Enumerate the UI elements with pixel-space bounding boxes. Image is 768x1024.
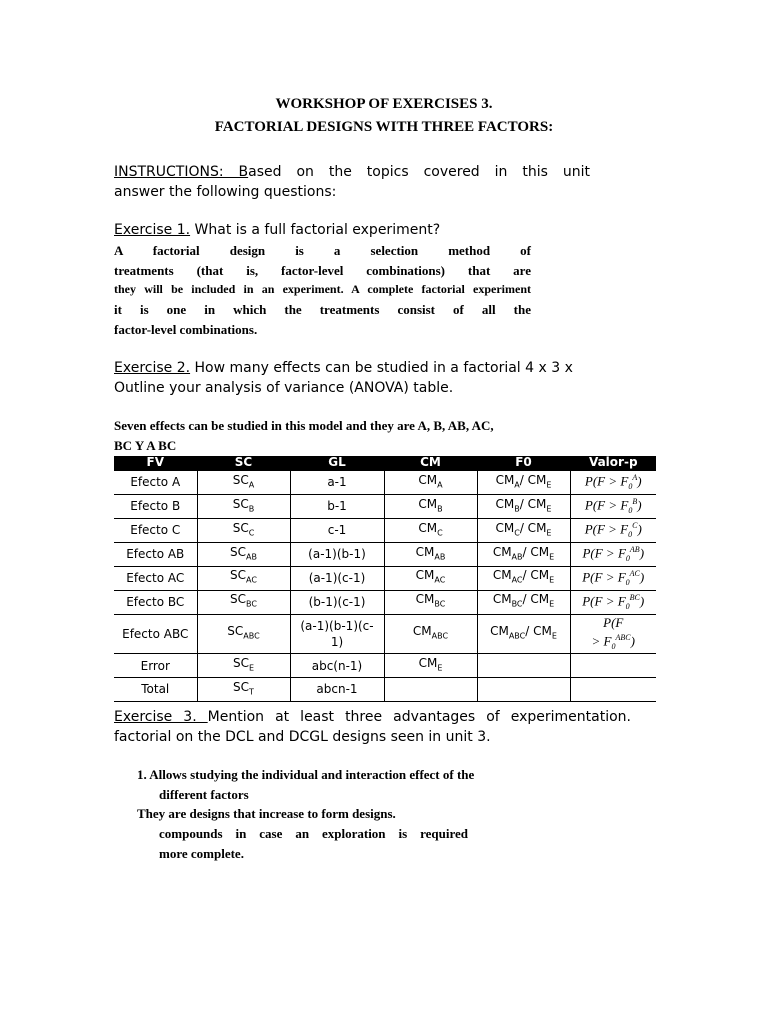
cell-f0 bbox=[477, 542, 570, 566]
cell-f0-den: / CM bbox=[522, 568, 550, 583]
cell-fv: Efecto BC bbox=[114, 590, 197, 614]
cell-f0-num-sub: C bbox=[514, 528, 520, 537]
cell-p-sub: 0 bbox=[628, 505, 633, 515]
cell-sc bbox=[197, 654, 290, 678]
cell-p-close: ) bbox=[639, 592, 645, 608]
cell-p-sup: BC bbox=[629, 592, 640, 602]
cell-gl: a-1 bbox=[290, 471, 384, 494]
table-row bbox=[114, 590, 656, 614]
cell-f0 bbox=[477, 614, 570, 654]
header-cm: CM bbox=[384, 456, 477, 471]
cell-sc bbox=[197, 678, 290, 702]
cell-f0-num-sub: A bbox=[514, 480, 520, 490]
cell-p-line1: P(F bbox=[603, 614, 624, 630]
cell-sc-text: SC bbox=[232, 520, 249, 535]
exercise2-question-line2: Outline your analysis of variance (ANOVA) table. bbox=[114, 380, 454, 396]
cell-p-text: P(F > F bbox=[582, 592, 626, 608]
cell-f0-den-sub: E bbox=[551, 631, 557, 641]
cell-p-line2: > F bbox=[591, 632, 612, 648]
cell-f0-num: CM bbox=[490, 624, 509, 639]
cell-p-close: ) bbox=[630, 632, 635, 648]
cell-p-text: P(F > F bbox=[582, 545, 626, 561]
instructions-text1: ased on the topics covered in this unit bbox=[248, 164, 590, 180]
cell-fv: Efecto AB bbox=[114, 542, 197, 566]
cell-p-value bbox=[570, 566, 656, 590]
cell-fv: Efecto B bbox=[114, 494, 197, 518]
table-row bbox=[114, 471, 656, 494]
cell-cm bbox=[384, 518, 477, 542]
cell-cm bbox=[384, 654, 477, 678]
cell-sc bbox=[197, 471, 290, 494]
cell-cm bbox=[384, 542, 477, 566]
exercise2-question bbox=[114, 358, 573, 398]
cell-f0-num: CM bbox=[495, 520, 515, 535]
cell-p-sup: ABC bbox=[615, 632, 631, 642]
cell-p-value bbox=[570, 654, 656, 678]
cell-sc-text: SC bbox=[232, 496, 249, 511]
cell-f0-den-sub: E bbox=[546, 504, 552, 514]
cell-gl: c-1 bbox=[290, 518, 384, 542]
cell-cm-sub: AC bbox=[434, 575, 446, 585]
cell-p-close: ) bbox=[639, 545, 645, 561]
cell-fv: Error bbox=[114, 654, 197, 678]
exercise3-question-text1: Mention at least three advantages of experimentation. bbox=[207, 709, 632, 725]
cell-sc bbox=[197, 614, 290, 654]
cell-p-sup: C bbox=[632, 520, 638, 530]
instructions-line1 bbox=[114, 162, 590, 182]
cell-f0-num: CM bbox=[492, 568, 512, 583]
exercise2-label: Exercise 2. bbox=[114, 360, 191, 376]
cell-f0-den: / CM bbox=[522, 592, 550, 607]
cell-cm-sub: A bbox=[437, 480, 443, 490]
cell-p-value bbox=[570, 542, 656, 566]
cell-cm-text: CM bbox=[418, 472, 438, 487]
cell-sc bbox=[197, 518, 290, 542]
cell-sc bbox=[197, 542, 290, 566]
exercise2-question-line1 bbox=[114, 358, 573, 378]
cell-f0-den-sub: E bbox=[546, 480, 552, 490]
cell-f0 bbox=[477, 678, 570, 702]
cell-f0-den-sub: E bbox=[546, 528, 552, 537]
cell-sc-text: SC bbox=[227, 624, 244, 639]
cell-f0-num: CM bbox=[495, 496, 515, 511]
cell-sc-sub: ABC bbox=[243, 631, 260, 641]
exercise3-answer-line: more complete. bbox=[159, 845, 244, 861]
cell-cm bbox=[384, 614, 477, 654]
table-row-total bbox=[114, 678, 656, 702]
table-row bbox=[114, 566, 656, 590]
cell-p-close: ) bbox=[639, 569, 645, 585]
document-title-line2: FACTORIAL DESIGNS WITH THREE FACTORS: bbox=[214, 119, 554, 135]
cell-gl-line1: (a-1)(b-1)(c- bbox=[300, 618, 374, 633]
cell-p-text: P(F > F bbox=[584, 497, 629, 513]
cell-cm-sub: ABC bbox=[431, 631, 449, 641]
cell-p-text: P(F > F bbox=[582, 569, 626, 585]
cell-cm-sub: BC bbox=[434, 599, 446, 609]
cell-cm-text: CM bbox=[418, 496, 438, 511]
cell-fv: Efecto A bbox=[114, 471, 197, 494]
exercise1-answer-line: it is one in which the treatments consist of all the bbox=[114, 302, 531, 318]
table-row bbox=[114, 542, 656, 566]
cell-p-close: ) bbox=[637, 497, 642, 513]
cell-p-text: P(F > F bbox=[584, 473, 629, 489]
table-header-row bbox=[114, 456, 656, 471]
cell-f0 bbox=[477, 518, 570, 542]
header-fv: FV bbox=[114, 456, 197, 471]
cell-cm-text: CM bbox=[412, 624, 432, 639]
cell-p-sub: 0 bbox=[628, 481, 633, 491]
cell-sc-sub: BC bbox=[246, 599, 257, 609]
cell-sc bbox=[197, 494, 290, 518]
cell-cm bbox=[384, 471, 477, 494]
cell-fv: Efecto ABC bbox=[114, 614, 197, 654]
cell-fv: Efecto AC bbox=[114, 566, 197, 590]
cell-f0-den: / CM bbox=[519, 496, 547, 511]
exercise1-answer-line: factor-level combinations. bbox=[114, 321, 258, 337]
cell-f0-den-sub: E bbox=[549, 551, 555, 561]
cell-f0-den: / CM bbox=[525, 624, 552, 639]
cell-p-sub: 0 bbox=[625, 553, 630, 563]
cell-f0-num-sub: B bbox=[514, 504, 520, 514]
cell-gl: (b-1)(c-1) bbox=[290, 590, 384, 614]
anova-table-container bbox=[114, 455, 656, 697]
exercise3-question-line1 bbox=[114, 707, 631, 727]
cell-p-close: ) bbox=[637, 473, 642, 489]
header-gl: GL bbox=[290, 456, 384, 471]
cell-p-close: ) bbox=[637, 521, 642, 537]
cell-p-sup: AC bbox=[629, 568, 640, 578]
cell-sc-text: SC bbox=[232, 656, 249, 671]
exercise3-answer-line: different factors bbox=[159, 786, 249, 802]
cell-f0 bbox=[477, 566, 570, 590]
cell-gl: abcn-1 bbox=[290, 678, 384, 702]
cell-cm bbox=[384, 494, 477, 518]
exercise2-answer-line1: Seven effects can be studied in this model and they are A, B, AB, AC, bbox=[114, 418, 494, 433]
cell-cm-text: CM bbox=[415, 544, 435, 559]
cell-f0 bbox=[477, 590, 570, 614]
cell-f0-num: CM bbox=[492, 592, 512, 607]
anova-table bbox=[114, 456, 656, 702]
exercise3-question bbox=[114, 707, 631, 747]
cell-p-sub: 0 bbox=[625, 601, 630, 611]
cell-cm-sub: E bbox=[437, 663, 443, 673]
exercise3-label: Exercise 3. bbox=[114, 709, 208, 725]
cell-p-value bbox=[570, 590, 656, 614]
header-sc: SC bbox=[197, 456, 290, 471]
cell-gl-line2: 1) bbox=[330, 634, 344, 649]
cell-sc-sub: E bbox=[248, 663, 255, 673]
cell-p-sup: A bbox=[632, 473, 638, 482]
exercise3-question-line2: factorial on the DCL and DCGL designs seen in unit 3. bbox=[114, 729, 491, 745]
header-p-value: Valor-p bbox=[570, 456, 656, 471]
cell-sc-text: SC bbox=[232, 472, 249, 487]
cell-gl bbox=[290, 614, 384, 654]
cell-sc-text: SC bbox=[230, 568, 247, 583]
cell-cm-text: CM bbox=[418, 656, 438, 671]
table-row bbox=[114, 518, 656, 542]
cell-p-value bbox=[570, 678, 656, 702]
cell-cm-sub: AB bbox=[434, 551, 446, 561]
cell-sc-sub: A bbox=[248, 480, 255, 490]
exercise3-answer bbox=[137, 765, 537, 864]
cell-f0-den: / CM bbox=[519, 472, 547, 487]
exercise2-question-text1: How many effects can be studied in a factorial 4 x 3 x bbox=[190, 360, 573, 376]
cell-cm bbox=[384, 678, 477, 702]
cell-p-sup: B bbox=[632, 496, 638, 506]
cell-cm-sub: C bbox=[437, 528, 443, 537]
cell-p-value bbox=[570, 471, 656, 494]
document-title-line1: WORKSHOP OF EXERCISES 3. bbox=[275, 96, 493, 112]
cell-f0 bbox=[477, 494, 570, 518]
cell-gl: b-1 bbox=[290, 494, 384, 518]
exercise1-question-text: What is a full factorial experiment? bbox=[190, 222, 441, 238]
instructions-label: INSTRUCTIONS: B bbox=[114, 164, 249, 180]
cell-f0-den-sub: E bbox=[549, 575, 555, 585]
cell-f0-num-sub: AB bbox=[511, 551, 523, 561]
cell-cm-sub: B bbox=[437, 504, 443, 514]
cell-cm-text: CM bbox=[415, 568, 435, 583]
exercise3-answer-line: 1. Allows studying the individual and interaction effect of the bbox=[137, 767, 475, 782]
cell-sc-sub: B bbox=[248, 504, 255, 514]
cell-fv: Efecto C bbox=[114, 518, 197, 542]
cell-p-sub: 0 bbox=[625, 577, 630, 587]
cell-p-sub: 0 bbox=[611, 641, 616, 651]
cell-f0-num-sub: AC bbox=[511, 575, 523, 585]
table-row-abc bbox=[114, 614, 656, 654]
cell-p-text: P(F > F bbox=[584, 521, 629, 537]
cell-p-sup: AB bbox=[629, 544, 640, 554]
cell-f0-den-sub: E bbox=[549, 599, 555, 609]
cell-gl: abc(n-1) bbox=[290, 654, 384, 678]
cell-gl: (a-1)(c-1) bbox=[290, 566, 384, 590]
cell-sc-sub: T bbox=[249, 687, 254, 697]
cell-p-value bbox=[570, 518, 656, 542]
cell-f0-den: / CM bbox=[522, 544, 550, 559]
cell-sc-text: SC bbox=[230, 592, 247, 607]
cell-p-value bbox=[570, 614, 656, 654]
instructions bbox=[114, 162, 590, 202]
cell-p-sub: 0 bbox=[628, 529, 633, 539]
cell-f0-num-sub: ABC bbox=[508, 631, 526, 641]
cell-f0 bbox=[477, 471, 570, 494]
cell-f0-den: / CM bbox=[519, 520, 547, 535]
cell-gl: (a-1)(b-1) bbox=[290, 542, 384, 566]
exercise3-answer-line: compounds in case an exploration is required bbox=[159, 826, 468, 842]
exercise3-answer-line: They are designs that increase to form designs. bbox=[137, 806, 396, 822]
table-row-error bbox=[114, 654, 656, 678]
cell-sc-sub: AC bbox=[246, 575, 257, 585]
table-row bbox=[114, 494, 656, 518]
instructions-line2: answer the following questions: bbox=[114, 184, 337, 200]
cell-cm bbox=[384, 590, 477, 614]
exercise1-answer-line: treatments (that is, factor-level combinations) that are bbox=[114, 262, 531, 278]
cell-sc-text: SC bbox=[230, 544, 247, 559]
header-f0: F0 bbox=[477, 456, 570, 471]
cell-f0-num: CM bbox=[495, 472, 515, 487]
cell-sc-sub: AB bbox=[246, 551, 257, 561]
exercise1-answer-line: they will be included in an experiment. A complete factorial experiment bbox=[114, 282, 531, 297]
cell-sc-sub: C bbox=[248, 528, 255, 537]
cell-cm-text: CM bbox=[418, 520, 438, 535]
cell-fv: Total bbox=[114, 678, 197, 702]
cell-p-value bbox=[570, 494, 656, 518]
exercise2-answer bbox=[114, 416, 494, 456]
exercise1-answer bbox=[114, 241, 531, 340]
exercise2-answer-line2: BC Y A BC bbox=[114, 438, 177, 453]
exercise1-question bbox=[114, 221, 440, 239]
cell-cm bbox=[384, 566, 477, 590]
cell-sc-text: SC bbox=[233, 679, 250, 694]
exercise1-answer-line: A factorial design is a selection method of bbox=[114, 243, 531, 258]
cell-f0-num: CM bbox=[492, 544, 512, 559]
cell-f0 bbox=[477, 654, 570, 678]
cell-sc bbox=[197, 590, 290, 614]
cell-sc bbox=[197, 566, 290, 590]
cell-f0-num-sub: BC bbox=[511, 599, 523, 609]
exercise1-label: Exercise 1. bbox=[114, 222, 191, 238]
cell-cm-text: CM bbox=[415, 592, 435, 607]
